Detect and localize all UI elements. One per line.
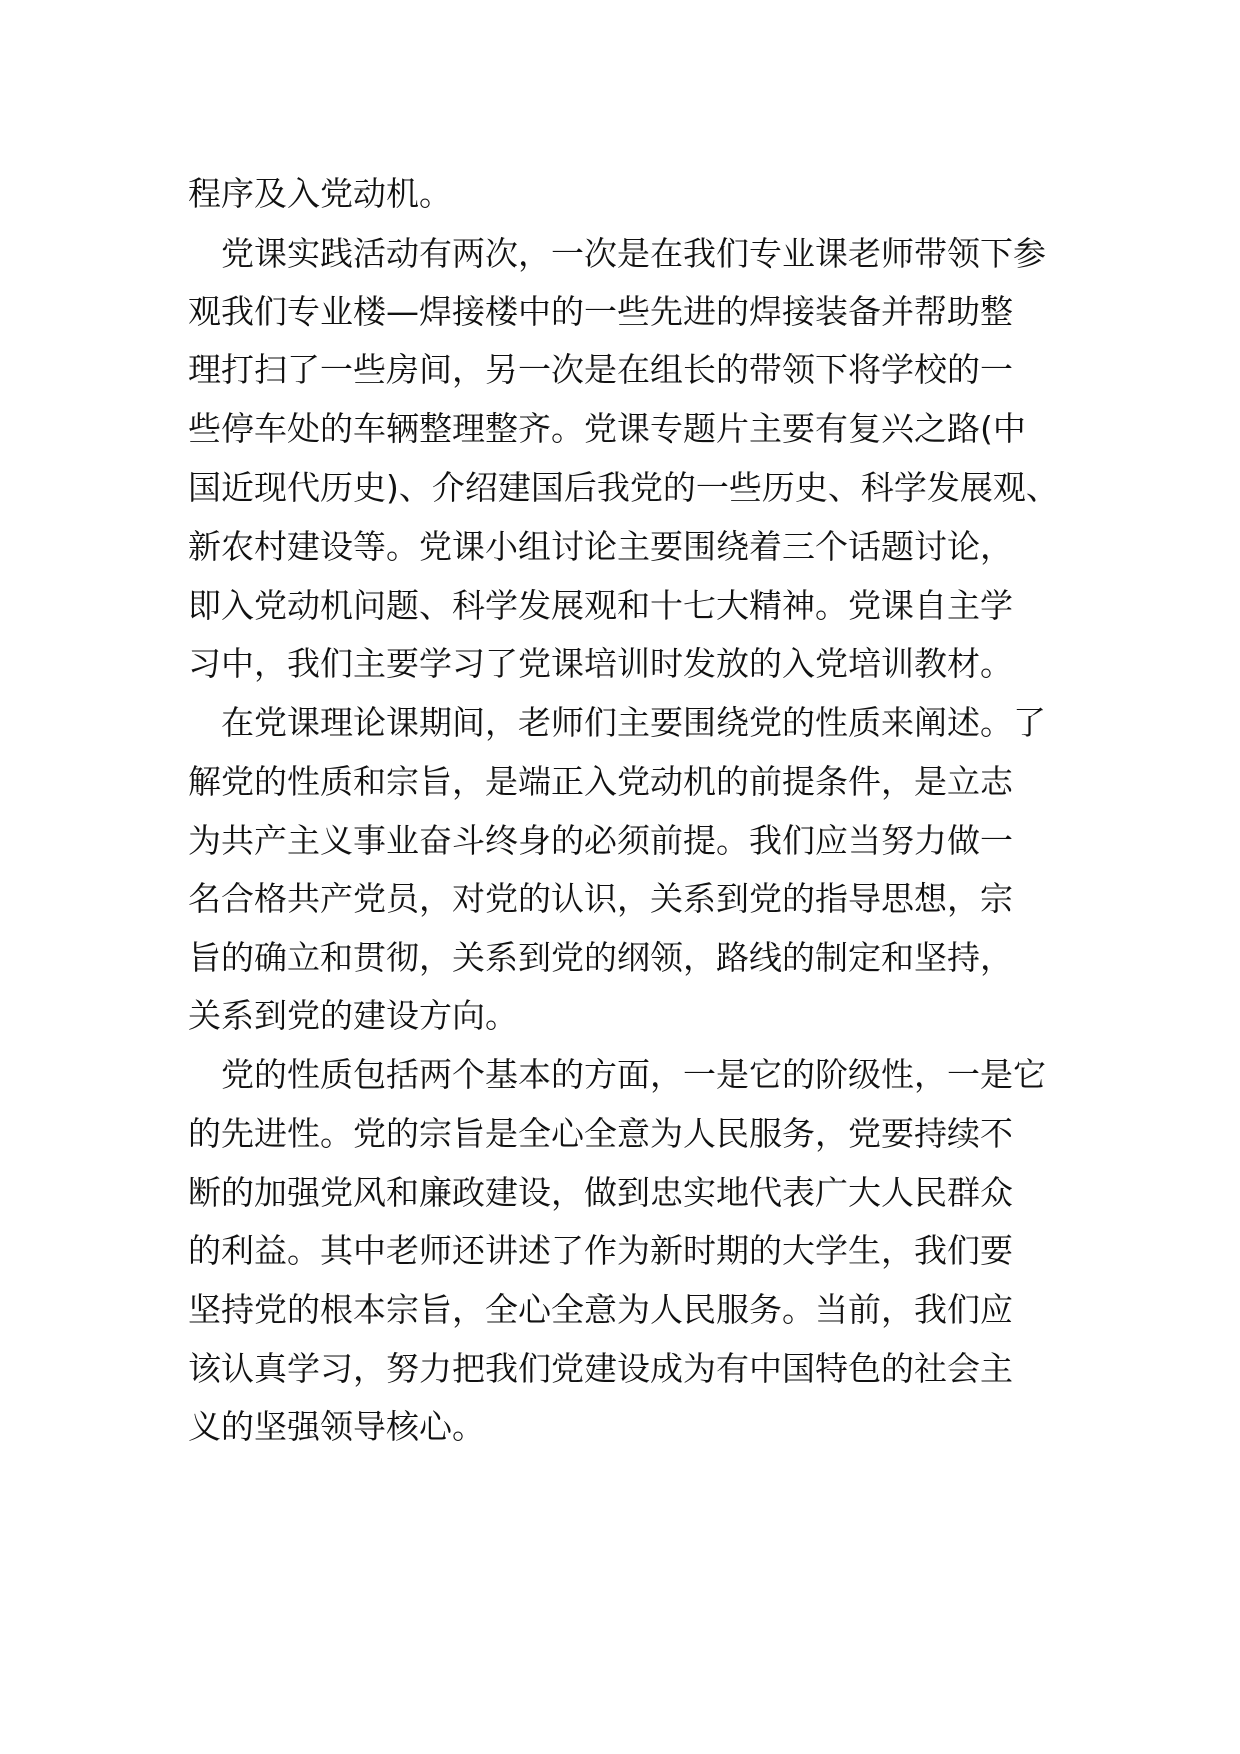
- text-line: 关系到党的建设方向。: [188, 996, 518, 1035]
- text-line: 名合格共产党员，对党的认识，关系到党的指导思想，宗: [188, 879, 1013, 918]
- text-line: 观我们专业楼—焊接楼中的一些先进的焊接装备并帮助整: [188, 292, 1013, 331]
- text-line: 的利益。其中老师还讲述了作为新时期的大学生，我们要: [188, 1231, 1013, 1270]
- text-line: 党的性质包括两个基本的方面，一是它的阶级性，一是它: [188, 1055, 1046, 1094]
- text-line: 旨的确立和贯彻，关系到党的纲领，路线的制定和坚持，: [188, 938, 1013, 977]
- text-line: 新农村建设等。党课小组讨论主要围绕着三个话题讨论，: [188, 527, 1013, 566]
- text-line: 理打扫了一些房间，另一次是在组长的带领下将学校的一: [188, 350, 1013, 389]
- text-line: 断的加强党风和廉政建设，做到忠实地代表广大人民群众: [188, 1173, 1013, 1212]
- text-line: 党课实践活动有两次，一次是在我们专业课老师带领下参: [188, 234, 1046, 273]
- text-line: 的先进性。党的宗旨是全心全意为人民服务，党要持续不: [188, 1114, 1013, 1153]
- text-line: 坚持党的根本宗旨，全心全意为人民服务。当前，我们应: [188, 1290, 1013, 1329]
- text-line: 些停车处的车辆整理整齐。党课专题片主要有复兴之路(中: [188, 409, 1026, 448]
- text-line: 解党的性质和宗旨，是端正入党动机的前提条件，是立志: [188, 762, 1013, 801]
- text-line: 习中，我们主要学习了党课培训时发放的入党培训教材。: [188, 644, 1013, 683]
- text-line: 即入党动机问题、科学发展观和十七大精神。党课自主学: [188, 586, 1013, 625]
- text-line: 程序及入党动机。: [188, 174, 452, 213]
- text-line: 为共产主义事业奋斗终身的必须前提。我们应当努力做一: [188, 821, 1013, 860]
- text-line: 在党课理论课期间，老师们主要围绕党的性质来阐述。了: [188, 703, 1046, 742]
- text-line: 该认真学习，努力把我们党建设成为有中国特色的社会主: [188, 1349, 1013, 1388]
- text-line: 义的坚强领导核心。: [188, 1407, 485, 1446]
- text-line: 国近现代历史)、介绍建国后我党的一些历史、科学发展观、: [188, 468, 1059, 507]
